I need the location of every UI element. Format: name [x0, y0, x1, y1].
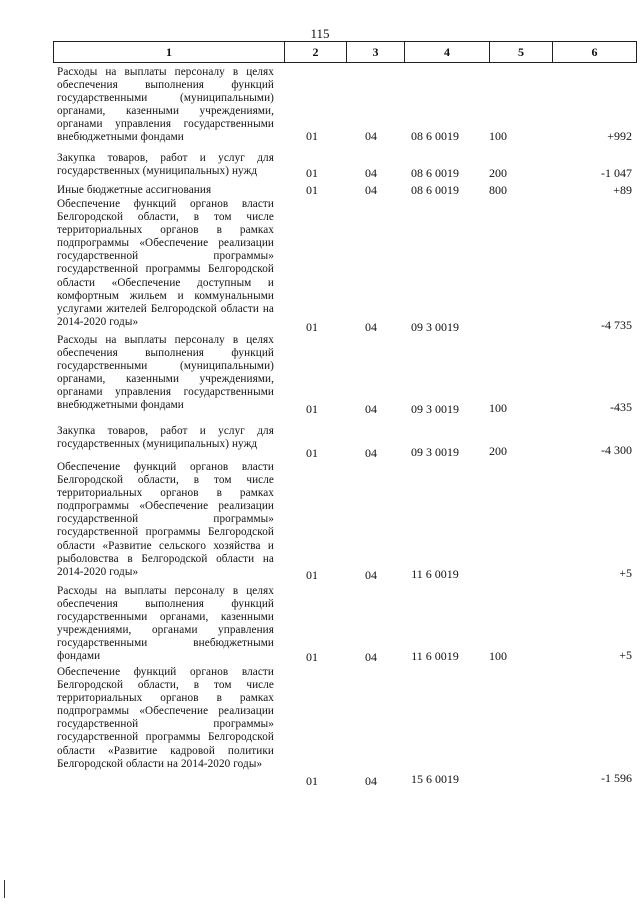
row-subsection: 04 [365, 774, 377, 788]
header-col-4: 4 [405, 42, 490, 62]
row-expense-type: 200 [489, 444, 507, 458]
row-section: 01 [306, 129, 318, 143]
row-section: 01 [306, 568, 318, 582]
row-subsection: 04 [365, 446, 377, 460]
header-col-6: 6 [591, 45, 598, 59]
row-target-article: 08 6 0019 [411, 183, 459, 197]
row-subsection: 04 [365, 650, 377, 664]
row-subsection: 04 [365, 166, 377, 180]
row-amount: +5 [619, 566, 632, 580]
table-header [53, 41, 637, 63]
page-number: 115 [310, 26, 330, 41]
header-col-2: 2 [285, 42, 347, 62]
row-expense-type: 200 [489, 166, 507, 180]
row-subsection: 04 [365, 568, 377, 582]
row-target-article: 09 3 0019 [411, 445, 459, 459]
row-subsection: 04 [365, 129, 377, 143]
row-description: Обеспечение функций органов власти Белгородской области, в том числе территориальных органов в рамках подпрограммы «Обеспечение реализации государственной программы» государственной программы Белгородской области «Развитие кадровой политики Белгородской области на 2014-2020 годы» [57, 666, 274, 770]
row-expense-type: 800 [489, 183, 507, 197]
row-section: 01 [306, 650, 318, 664]
row-expense-type: 100 [489, 649, 507, 663]
row-amount: -435 [610, 400, 632, 414]
row-target-article: 15 6 0019 [411, 772, 459, 786]
row-section: 01 [306, 320, 318, 334]
row-target-article: 08 6 0019 [411, 166, 459, 180]
row-target-article: 08 6 0019 [411, 129, 459, 143]
row-section: 01 [306, 774, 318, 788]
row-target-article: 09 3 0019 [411, 402, 459, 416]
row-amount: -1 596 [601, 771, 632, 785]
row-expense-type: 100 [489, 129, 507, 143]
row-description: Обеспечение функций органов власти Белгородской области, в том числе территориальных органов в рамках подпрограммы «Обеспечение реализации государственной программы» государственной программы Белгородской области «Развитие сельского хозяйства и рыболовства в Белгородской области на 2014-2020 годы» [57, 461, 274, 578]
row-description: Расходы на выплаты персоналу в целях обеспечения выполнения функций государственными (муниципальными) органами, казенными учреждениями, органами управления государственными внебюджетными фондами [57, 334, 274, 412]
row-description: Закупка товаров, работ и услуг для государственных (муниципальных) нужд [57, 425, 274, 451]
row-subsection: 04 [365, 183, 377, 197]
row-target-article: 11 6 0019 [411, 649, 459, 663]
row-section: 01 [306, 183, 318, 197]
row-subsection: 04 [365, 402, 377, 416]
row-amount: -4 300 [601, 443, 632, 457]
row-section: 01 [306, 166, 318, 180]
row-description: Расходы на выплаты персоналу в целях обеспечения выполнения функций государственными (муниципальными) органами, казенными учреждениями, органами управления государственными внебюджетными фондами [57, 66, 274, 144]
row-amount: +5 [619, 648, 632, 662]
header-col-3: 3 [347, 42, 405, 62]
row-amount: +992 [607, 129, 632, 143]
row-target-article: 09 3 0019 [411, 320, 459, 334]
row-amount: +89 [613, 183, 632, 197]
row-description: Обеспечение функций органов власти Белгородской области, в том числе территориальных органов в рамках подпрограммы «Обеспечение реализации государственной программы» государственной программы Белгородской области «Обеспечение доступным и комфортным жильем и коммунальными услугами жителей Белгородской области на 2014-2020 годы» [57, 198, 274, 328]
header-col-5: 5 [490, 42, 553, 62]
row-target-article: 11 6 0019 [411, 567, 459, 581]
row-section: 01 [306, 446, 318, 460]
row-section: 01 [306, 402, 318, 416]
row-description: Иные бюджетные ассигнования [57, 184, 212, 196]
header-col-1: 1 [54, 42, 285, 62]
row-amount: -4 735 [601, 318, 632, 332]
row-subsection: 04 [365, 320, 377, 334]
row-description: Закупка товаров, работ и услуг для государственных (муниципальных) нужд [57, 152, 274, 178]
row-description: Расходы на выплаты персоналу в целях обеспечения выполнения функций государственными органами, казенными учреждениями, органами управления государственными внебюджетными фондами [57, 585, 274, 663]
scan-margin-mark [4, 880, 5, 898]
row-amount: -1 047 [601, 166, 632, 180]
row-expense-type: 100 [489, 401, 507, 415]
